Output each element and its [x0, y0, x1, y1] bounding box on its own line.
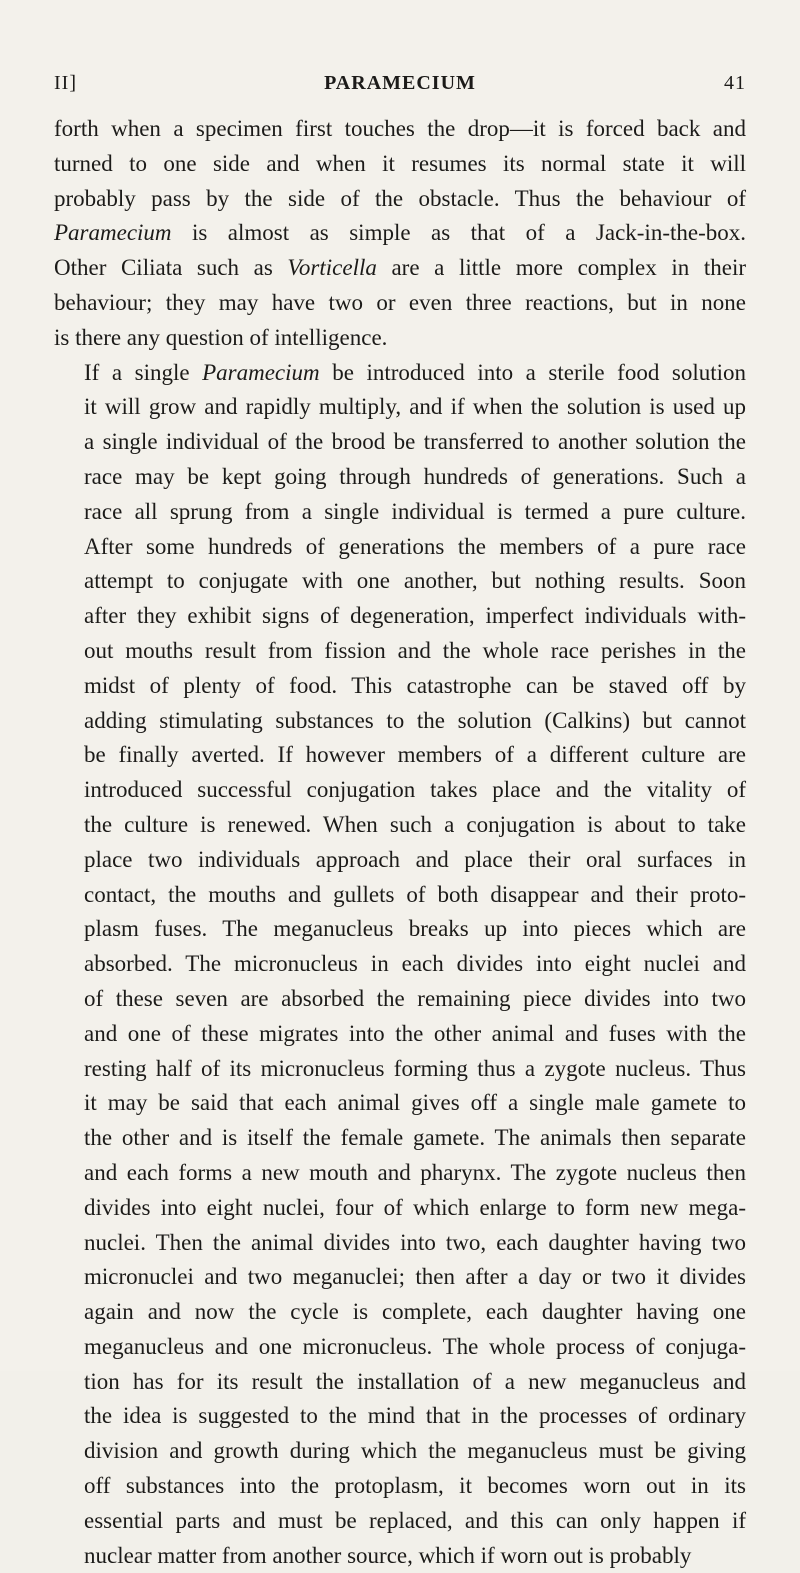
paragraph	[54, 356, 746, 1573]
text-line: and each forms a new mouth and pharynx. The zygote nucleus then	[84, 1159, 746, 1185]
text-line: a single individual of the brood be transferred to another solution the	[84, 429, 746, 455]
text-line: nuclear matter from another source, which if worn out is probably	[84, 1542, 692, 1568]
text-line: be finally averted. If however members of a different culture are	[84, 742, 746, 768]
paragraph	[54, 112, 746, 356]
text-line: behaviour; they may have two or even three reactions, but in none	[54, 289, 746, 315]
text-line: it may be said that each animal gives off a single male gamete to	[84, 1090, 746, 1116]
text-line: resting half of its micronucleus forming thus a zygote nucleus. Thus	[84, 1055, 746, 1081]
text-line: out mouths result from fission and the whole race perishes in the	[84, 637, 746, 663]
italic-term: Paramecium	[202, 359, 320, 385]
text-line: place two individuals approach and place their oral surfaces in	[84, 846, 746, 872]
text-line: Other Ciliata such as Vorticella are a little more complex in their	[54, 255, 747, 281]
text-line: race all sprung from a single individual is termed a pure culture.	[84, 498, 746, 524]
text-line: the idea is suggested to the mind that in the processes of ordinary	[84, 1403, 746, 1429]
text-line: it will grow and rapidly multiply, and if when the solution is used up	[84, 394, 746, 420]
text-line: If a single Paramecium be introduced into a sterile food solution	[84, 359, 746, 385]
text-line: essential parts and must be replaced, and this can only happen if	[84, 1507, 746, 1533]
text-line: turned to one side and when it resumes its normal state it will	[54, 150, 746, 176]
chapter-marker: II]	[54, 72, 77, 94]
text-line: divides into eight nuclei, four of which enlarge to form new mega-	[84, 1194, 746, 1220]
text-line: the other and is itself the female gamete. The animals then separate	[84, 1125, 746, 1151]
text-line: Paramecium is almost as simple as that of a Jack-in-the-box.	[54, 220, 746, 246]
text-line: is there any question of intelligence.	[54, 324, 388, 350]
text-line: off substances into the protoplasm, it becomes worn out in its	[84, 1473, 746, 1499]
text-line: the culture is renewed. When such a conjugation is about to take	[84, 811, 746, 837]
italic-term: Vorticella	[287, 255, 377, 281]
text-line: tion has for its result the installation of a new meganucleus and	[84, 1368, 746, 1394]
italic-term: Paramecium	[54, 220, 172, 246]
running-title: PARAMECIUM	[324, 72, 476, 94]
text-line: division and growth during which the meganucleus must be giving	[84, 1438, 746, 1464]
text-line: after they exhibit signs of degeneration, imperfect individuals with-	[84, 603, 746, 629]
text-line: absorbed. The micronucleus in each divides into eight nuclei and	[84, 951, 746, 977]
text-line: forth when a specimen first touches the drop—it is forced back and	[54, 116, 746, 141]
text-line: midst of plenty of food. This catastrophe can be staved off by	[84, 672, 746, 698]
text-line: contact, the mouths and gullets of both disappear and their proto-	[84, 881, 746, 907]
text-line: probably pass by the side of the obstacle. Thus the behaviour of	[54, 185, 746, 211]
page-number: 41	[724, 72, 746, 94]
text-line: meganucleus and one micronucleus. The whole process of conjuga-	[84, 1333, 746, 1359]
text-line: micronuclei and two meganuclei; then after a day or two it divides	[84, 1264, 746, 1290]
text-line: and one of these migrates into the other animal and fuses with the	[84, 1020, 746, 1046]
text-line: nuclei. Then the animal divides into two, each daughter having two	[84, 1229, 746, 1255]
body-text	[54, 112, 746, 1573]
text-line: race may be kept going through hundreds of generations. Such a	[84, 463, 746, 489]
text-line: attempt to conjugate with one another, but nothing results. Soon	[84, 568, 746, 594]
text-line: adding stimulating substances to the solution (Calkins) but cannot	[84, 707, 746, 733]
text-line: again and now the cycle is complete, each daughter having one	[84, 1299, 746, 1325]
text-line: After some hundreds of generations the members of a pure race	[84, 533, 746, 559]
running-head	[54, 72, 746, 102]
text-line: of these seven are absorbed the remaining piece divides into two	[84, 985, 746, 1011]
text-line: plasm fuses. The meganucleus breaks up into pieces which are	[84, 916, 746, 942]
text-line: introduced successful conjugation takes place and the vitality of	[84, 777, 746, 803]
